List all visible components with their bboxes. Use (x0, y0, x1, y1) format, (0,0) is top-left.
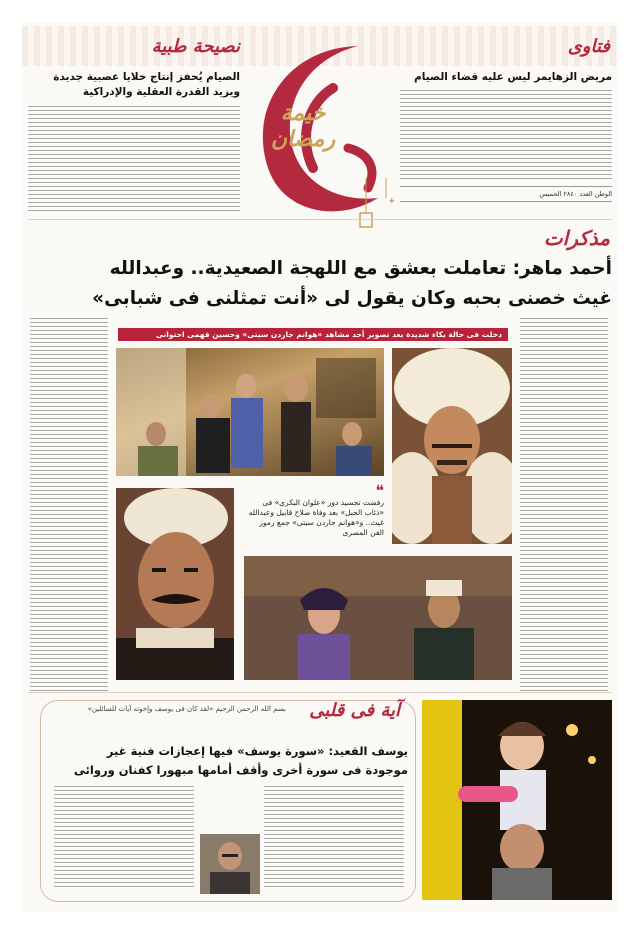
verse-article-headline (52, 742, 408, 780)
verse-headline-line2: موجودة فى سورة أخرى وأقف أمامها مبهورا كفنان وروائى (73, 763, 408, 777)
pull-quote-text: رفضت تجسيد دور «علوان البكرى» فى «ذئاب الجبل» بعد وفاة صلاح قابيل وعبدالله غيث.. و«هوانم جاردن سيتى» جمع رموز الفن المصرى (248, 498, 384, 537)
fur-hat-portrait-image (392, 348, 512, 544)
verse-headline-line1: يوسف القعيد: «سورة يوسف» فيها إعجازات فنية غير (106, 744, 408, 758)
main-headline-line2: غيث خصنى بحبه وكان يقول لى «أنت تمثلنى فى شبابى» (92, 288, 612, 309)
health-headline-line2: ويزيد القدرة العقلية والإدراكية (82, 86, 240, 98)
logo-text: خيمة رمضان (270, 100, 336, 152)
photo-fur-hat-portrait (392, 348, 512, 544)
quote-mark-icon: ❝ (375, 481, 384, 500)
left-text-column (30, 318, 108, 692)
photo-caption-bar: دخلت فى حالة بكاء شديدة بعد تصوير أحد مشاهد «هوانم جاردن سيتى» وحسين فهمى احتوانى (118, 328, 508, 341)
verse-text: بسم الله الرحمن الرحيم «لقد كان فى يوسف وإخوته آيات للسائلين» (87, 705, 286, 713)
fatawa-headline: مريض الزهايمر ليس عليه قضاء الصيام (414, 71, 612, 83)
pull-quote (244, 481, 384, 550)
health-tip-label: نصيحة طبية (151, 36, 240, 57)
couple-scene-image (244, 556, 512, 680)
group-scene-image (116, 348, 384, 476)
bottom-divider (28, 692, 612, 693)
section-divider (28, 219, 612, 220)
main-headline-line1: أحمد ماهر: تعاملت بعشق مع اللهجة الصعيدية.. وعبدالله (109, 258, 612, 279)
main-headline (28, 254, 612, 314)
verse-article-text-left (54, 786, 194, 890)
fatawa-label: فتاوى (567, 36, 610, 57)
photo-group-scene (116, 348, 384, 476)
memoirs-label: مذكرات (543, 226, 610, 250)
right-text-column (520, 318, 608, 692)
photo-author-portrait (200, 834, 260, 894)
photo-family-street (422, 700, 612, 900)
health-tip-headline (28, 70, 240, 100)
verse-section-label: آية فى قلبى (309, 700, 400, 721)
svg-text:✦: ✦ (388, 197, 396, 207)
photo-turban-portrait (116, 488, 234, 680)
verse-article-text-right (264, 786, 404, 890)
author-portrait-image (200, 834, 260, 894)
paper-info-strip: الوطن العدد ٢٨٤٠ الخميس (400, 186, 612, 202)
photo-couple-scene (244, 556, 512, 680)
fatawa-body-text (400, 90, 612, 182)
turban-portrait-image (116, 488, 234, 680)
family-street-image (422, 700, 612, 900)
health-headline-line1: الصيام يُحفز إنتاج خلايا عصبية جديدة (53, 71, 240, 83)
health-tip-body-text (28, 106, 240, 214)
